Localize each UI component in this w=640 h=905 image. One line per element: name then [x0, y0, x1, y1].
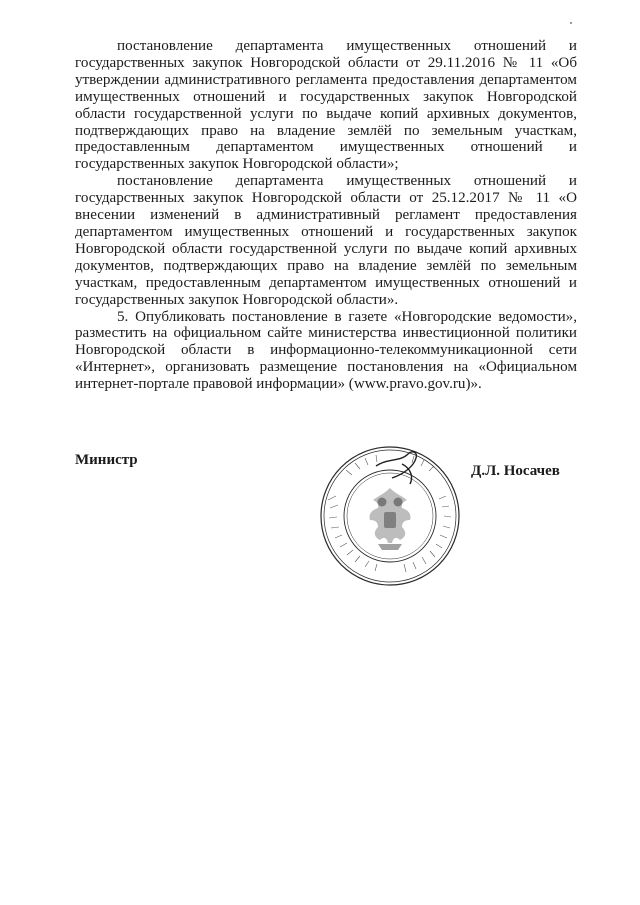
paragraph-1: постановление департамента имущественных отношений и государственных закупок Новгородской области от 29.11.2016 № 11 «Об утверждении административного регламента предоставления департаментом имущественных отношений и государственных закупок Новгородской области государственной услуги по выдаче копий архивных документов, подтверждающих право на владение землёй по земельным участкам, предоставленным департаментом имущественных отношений и государственных закупок Новгородской области»; [75, 38, 577, 173]
signature-position: Министр [75, 452, 138, 468]
scan-speck [570, 22, 572, 24]
document-body [75, 38, 577, 393]
official-seal [318, 444, 462, 588]
signature-name: Д.Л. Носачев [471, 463, 560, 479]
paragraph-3: 5. Опубликовать постановление в газете «Новгородские ведомости», разместить на официальном сайте министерства инвестиционной политики Новгородской области в информационно-телекоммуникационной сети «Интернет», организовать размещение постановления на «Официальном интернет-портале правовой информации» (www.pravo.gov.ru)». [75, 308, 577, 393]
paragraph-2: постановление департамента имущественных отношений и государственных закупок Новгородской области от 25.12.2017 № 11 «О внесении изменений в административный регламент предоставления департаментом имущественных отношений и государственных закупок Новгородской области государственной услуги по выдаче копий архивных документов, подтверждающих право на владение землёй по земельным участкам, предоставленным департаментом имущественных отношений и государственных закупок Новгородской области». [75, 173, 577, 308]
